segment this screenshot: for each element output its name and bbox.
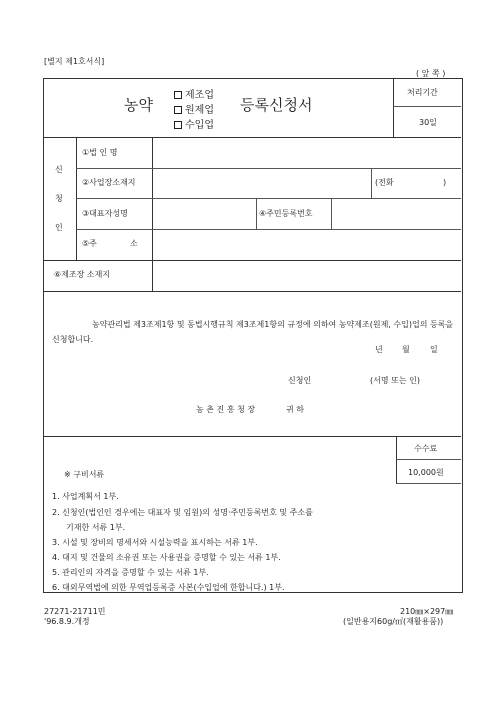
date-year: 년 [375,345,383,354]
fee-label: 수수료 [414,444,438,453]
applicant-side-1: 신 [55,165,63,174]
applicant-side-2: 청 [55,194,63,203]
processing-period-value: 30일 [419,118,437,127]
date-day: 일 [430,345,438,354]
document-item-4: 4. 대지 및 건물의 소유권 또는 사용권을 증명할 수 있는 서류 1부. [52,553,281,562]
option-import[interactable]: 수입업 [174,118,214,133]
title-suffix: 등록신청서 [240,96,313,114]
page-side-label: ( 앞 쪽 ) [416,69,446,78]
revision-date: '96.8.9.개정 [44,617,90,626]
factory-location-label: ⑥제조장 소재지 [54,270,111,279]
paper-type: (일반용지60g/㎡(재활용품)) [343,617,444,626]
application-statement: 농약관리법 제3조제1항 및 동법시행규칙 제3조제1항의 규정에 의하여 농약제조(원제, 수입)업의 등록을 신청합니다. [52,320,454,344]
applicant-side-3: 인 [55,223,63,232]
fee-value: 10,000원 [408,468,444,477]
signature-instruction: (서명 또는 인) [370,376,420,385]
checkbox-icon [174,91,182,99]
paper-size: 210㎜×297㎜ [400,607,454,616]
resident-number-field[interactable] [332,199,460,228]
address-label-start: ⑤주 [82,239,97,248]
checkbox-icon [174,121,182,129]
addressee: 농 촌 진 흥 청 장 [196,405,256,414]
corporation-name-label: ①법 인 명 [82,148,118,157]
title-prefix: 농약 [124,96,153,114]
document-item-3: 3. 시설 및 장비의 명세서와 시설능력을 표시하는 서류 1부. [52,538,258,547]
document-item-1: 1. 사업계획서 1부. [52,492,119,501]
processing-period-label: 처리기간 [407,88,438,97]
address-field[interactable] [153,230,460,259]
factory-location-field[interactable] [153,261,460,290]
addressee-suffix: 귀 하 [286,405,304,414]
corporation-name-field[interactable] [153,138,460,167]
business-type-options [174,88,214,133]
option-raw-material[interactable]: 원제업 [174,103,214,118]
resident-number-label: ④주민등록번호 [259,209,313,218]
phone-close: ) [443,178,447,187]
document-item-2-cont: 기재한 서류 1부. [66,523,126,532]
required-documents-heading: ※ 구비서류 [64,470,105,479]
document-item-5: 5. 관리인의 자격을 증명할 수 있는 서류 1부. [52,568,209,577]
document-item-2: 2. 신청인(법인인 경우에는 대표자 및 임원)의 성명·주민등록번호 및 주소를 [52,508,313,517]
form-reference: [별지 제1호서식] [44,57,105,66]
document-item-6: 6. 대외무역법에 의한 무역업등록증 사본(수입업에 한합니다.) 1부. [52,583,285,592]
applicant-signature-label: 신청인 [288,376,312,385]
business-address-label: ②사업장소재지 [82,178,136,187]
date-month: 월 [402,345,410,354]
phone-label: (전화 [375,178,394,187]
option-manufacturing[interactable]: 제조업 [174,88,214,103]
representative-field[interactable] [153,199,255,228]
checkbox-icon [174,106,182,114]
address-label-end: 소 [130,239,138,248]
form-code: 27271-21711민 [44,607,106,616]
representative-label: ③대표자성명 [82,209,128,218]
business-address-field[interactable] [153,169,370,197]
